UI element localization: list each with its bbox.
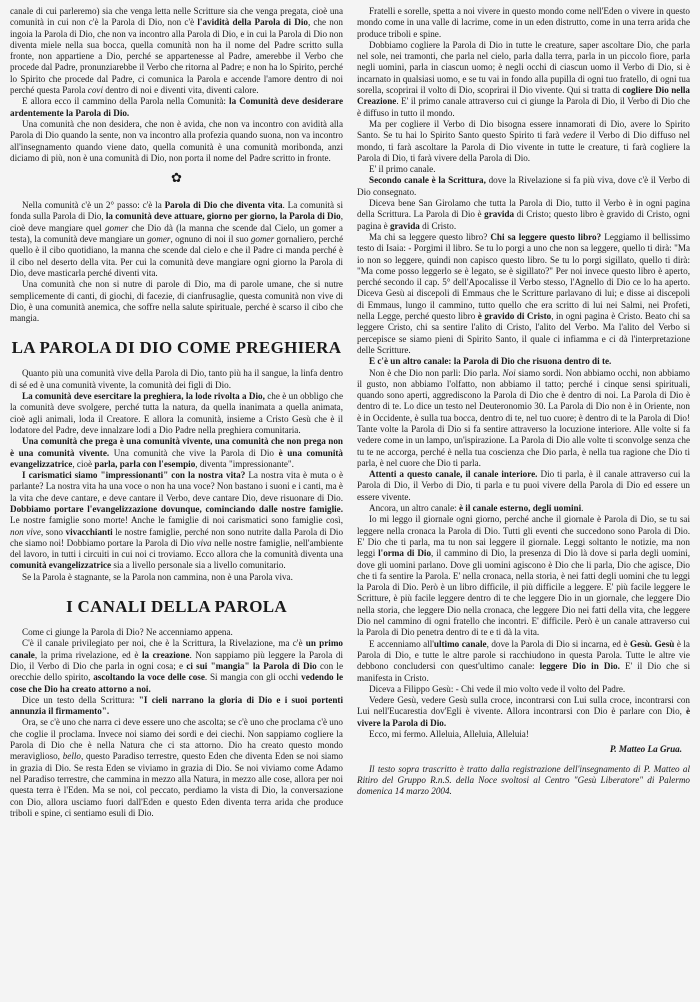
paragraph: La comunità deve esercitare la preghiera, la lode rivolta a Dio, che è un obbligo che la comunità deve svolgere, perché tutta la natura, da quella inanimata a quella animata, cioè agli animali, loda il Creatore. E allora la comunità, insieme a Cristo Gesù che è il lodatore del Padre, deve innalzare lodi a Dio Padre nella preghiera comunitaria. (10, 391, 343, 435)
paragraph: canale di cui parleremo) sia che venga letta nelle Scritture sia che venga pregata, cioè una comunità in cui non c'è la Parola di Dio, non c'è l'avidità della Parola di Dio, che non ingoia la Parola di Dio, che non va incontro alla Parola di Dio, e in cui la Parola di Dio non diventa miele nella sua bocca, quella comunità non ha il nome del Padre scritto sulla fronte, non appartiene a Dio, perché se appartenesse al Padre, amerebbe il Verbo che procede dal Padre, pronunziarebbe il Verbo che ritorna al Padre; e non ha lo Spirito, perché lo Spirito che procede dal Padre, ci comunica la Parola e accende l'amore dentro di noi perché questa Parola covi dentro di noi e diventi vita, diventi calore. (10, 6, 343, 96)
bold-text: comunità evangelizzatrice (10, 560, 112, 571)
paragraph: I carismatici siamo "impressionanti" con la nostra vita? La nostra vita è muta o è parlante? La nostra vita ha una voce o non ha una voce? Non bastano i suoni e i canti, ma è la vita che deve cantare, e deve cantare il Verbo, deve cantare Dio, deve risuonare di Dio. Dobbiamo portare l'evangelizzazione dovunque, cominciando dalle nostre famiglie. Le nostre famiglie sono morte! Anche le famiglie di noi carismatici sono famiglie così, non vive, sono vivacchianti le nostre famiglie, perché non sono nutrite dalla Parola di Dio che siamo noi! Dobbiamo portare la Parola di Dio viva nelle nostre famiglie, nell'ambiente del lavoro, in tutti i circuiti in cui noi ci troviamo. Ecco allora che la comunità diventa una comunità evangelizzatrice sia a livello personale sia a livello comunitario. (10, 470, 343, 571)
paragraph: Diceva a Filippo Gesù: - Chi vede il mio volto vede il volto del Padre. (369, 683, 626, 694)
paragraph: Secondo canale è la Scrittura, dove la Rivelazione si fa più viva, dove c'è il Verbo di Dio consegnato. (357, 175, 690, 197)
bold-text: vedendo le cose che Dio ha creato attorno a noi. (10, 672, 343, 694)
bold-text: Attenti a questo canale, il canale interiore. (369, 469, 538, 480)
italic-text: viva (196, 537, 212, 548)
source-note: Il testo sopra trascritto è tratto dalla registrazione dell'insegnamento di P. Matteo al Ritiro del Gruppo R.n.S. della Noce svoltosi al Centro "Gesù Liberatore" di Palermo domenica 14 marzo 2004. (357, 763, 690, 797)
paragraph: Se la Parola è stagnante, se la Parola non cammina, non è una Parola viva. (22, 571, 293, 582)
bold-text: l'orma di Dio (378, 548, 432, 559)
bold-text: Parola di Dio che diventa vita (164, 200, 283, 211)
bold-text: ultimo canale (433, 638, 487, 649)
bold-text: leggere Dio in Dio. (539, 661, 620, 672)
bold-text: ci sui "mangia" la Parola di Dio (186, 660, 317, 671)
bold-text: I carismatici siamo "impressionanti" con la nostra vita? (22, 470, 246, 481)
section-heading-preghiera: LA PAROLA DI DIO COME PREGHIERA (11, 338, 342, 358)
bold-text: Chi sa leggere questo libro? (490, 231, 602, 242)
paragraph: Fratelli e sorelle, spetta a noi vivere in questo mondo come nell'Eden o vivere in questo mondo come in una valle di lacrime, come in un eden distrutto, come in una terra arida che produce triboli e spine. (357, 6, 690, 39)
paragraph: Ma chi sa leggere questo libro? Chi sa leggere questo libro? Leggiamo il bellissimo testo di Isaia: - Porgimi il libro. Se tu lo porgi a uno che non sa leggere, quello ti dirà: "Ma io non so leggere, quindi non capisco questo libro. Se tu lo porgi sigillato, quello ti dirà: "Ma come posso leggerlo se è legato, se è sigillato?" Per noi invece questo libro è aperto, perché secondo il cap. 5° dell'Apocalisse il Verbo stesso, l'Agnello di Dio ce lo ha aperto. Diceva Gesù ai discepoli di Emmaus che le Scritture parlavano di lui; e disse ai discepoli di Emmaus, lungo il cammino, tutto quello che era scritto di lui nei Salmi, nei Profeti, nella Legge, perché questo libro è gravido di Cristo, in ogni pagina è Cristo. Beato chi sa leggere Cristo, chi sa sentire l'alito di Cristo, l'alito del Verbo. Ma l'alito del Verbo si percepisce se siamo pieni di Spirito Santo, il quale ci infiamma e ci dà l'interpretazione delle Scritture. (357, 231, 690, 355)
paragraph: Nella comunità c'è un 2° passo: c'è la Parola di Dio che diventa vita. La comunità si fonda sulla Parola di Dio, la comunità deve attuare, giorno per giorno, la Parola di Dio, cioè deve mangiare quel gomer che Dio dà (la manna che scende dal Cielo, un gomer a testa), la comunità deve mangiare un gomer, ognuno di noi il suo gomer gornaliero, perché quello è il cibo quotidiano, la manna che scende dal cielo e che il Padre ci manda perché è il cibo nel deserto della vita. Per cui la comunità deve mangiare ogni giorno la Parola di Dio, deve masticarla perché diventi vita. (10, 200, 343, 278)
section-heading-canali: I CANALI DELLA PAROLA (66, 597, 287, 617)
paragraph: Attenti a questo canale, il canale interiore. Dio ti parla, è il canale attraverso cui la Parola di Dio, il Verbo di Dio, ti parla e tu puoi vivere della Parola di Dio ed essere un essere vivente. (357, 469, 690, 502)
paragraph: E' il primo canale. (369, 164, 436, 175)
bold-text: un primo canale (10, 638, 343, 660)
bold-text: "I cieli narrano la gloria di Dio e i suoi portenti annunzia il firmamento". (10, 694, 343, 717)
paragraph: Non è che Dio non parli: Dio parla. Noi siamo sordi. Non abbiamo occhi, non abbiamo il gusto, non abbiamo l'olfatto, non abbiamo il tatto; perché i cinque sensi spirituali, quando sono aperti, aggrediscono la Parola di Dio che è dentro di noi. La Parola di Dio è dentro di te. Lo dice un testo nel Deuteronomio 30. La Parola di Dio non è in Oriente, non è in Occidente, è sulla tua bocca, dentro di te, nel tuo cuore; è dentro di te la Parola di Dio! Tante volte la Parola di Dio si fa sentire attraverso la locuzione interiore. Alle volte si fa vedere come in un lampo, un'ispirazione. La Parola di Dio alle volte ti sconvolge senza che tu te ne accorga, perché è nella tua coscienza che Dio parla, è nella tua ragione che Dio ti parla, è nel cuore che Dio ti parla. (357, 367, 690, 468)
bold-text: la comunità deve attuare, giorno per giorno, la Parola di Dio (105, 211, 341, 222)
paragraph: Ecco, mi fermo. Alleluia, Alleluia, Alleluia! (369, 729, 529, 739)
bold-text: gravida (484, 209, 515, 220)
paragraph: Una comunità che non si nutre di parole di Dio, ma di parole umane, che si nutre semplicemente di canti, di giochi, di facezie, di cianfrusaglie, questa comunità non vive di Dio, è una comunità anemica, che soffre nella salute spirituale, perché è scarso il cibo che mangia. (10, 279, 343, 324)
bold-text: Secondo canale è la Scrittura, (369, 175, 486, 186)
italic-text: non vive (10, 526, 41, 537)
italic-text: gomer (104, 222, 129, 233)
bold-text: la creazione (141, 649, 190, 660)
paragraph: C'è il canale privilegiato per noi, che è la Scrittura, la Rivelazione, ma c'è un primo canale, la prima rivelazione, ed è la creazione. Non sappiamo più leggere la Parola di Dio, il Verbo di Dio che parla in ogni cosa; e ci sui "mangia" la Parola di Dio con le orecchie dello spirito, ascoltando la voce delle cose. Si mangia con gli occhi vedendo le cose che Dio ha creato attorno a noi. (10, 638, 343, 694)
right-column (357, 6, 690, 994)
bold-text: è il canale esterno, degli uomini (458, 503, 582, 514)
bold-text: Una comunità che prega è una comunità vivente, una comunità che non prega non è una comunità vivente. (10, 436, 343, 458)
italic-text: vedere (562, 130, 587, 141)
bold-text: gravida (389, 220, 420, 231)
italic-text: gomer (250, 234, 275, 245)
bold-text: è gravido di Cristo (477, 311, 552, 322)
bold-text: Gesù. Gesù (630, 638, 675, 649)
bold-text: La comunità deve esercitare la preghiera, la lode rivolta a Dio, (22, 391, 265, 402)
paragraph: Ancora, un altro canale: è il canale esterno, degli uomini. (369, 503, 584, 514)
bold-text: cogliere Dio nella Creazione (357, 85, 690, 107)
paragraph: E accenniamo all'ultimo canale, dove la Parola di Dio si incarna, ed è Gesù. Gesù è la Parola di Dio, e tutte le altre parole si racchiudono in questa Parola. Tutte le altre vie debbono concludersi con quest'ultimo canale: leggere Dio in Dio. E' il Dio che si manifesta in Cristo. (357, 638, 690, 683)
paragraph: Come ci giunge la Parola di Dio? Ne accenniamo appena. (22, 627, 233, 638)
bold-text: l'avidità della Parola di Dio (197, 17, 308, 28)
paragraph: Dobbiamo cogliere la Parola di Dio in tutte le creature, saper ascoltare Dio, che parla nel sole, nei tramonti, che parla nel cielo, parla dalla terra, parla in un piccolo fiore, parla negli uomini, parla in ciascun uomo; è negli occhi di ciascun uomo il Verbo di Dio, si è incarnato in qualsiasi uomo, e se tu vai in fondo alla pupilla di ogni tuo fratello, di ogni tua sorella, scoprirai il volto di Dio, scoprirai il Dio vivente. Qui si tratta di cogliere Dio nella Creazione. E' il primo canale attraverso cui ci giunge la Parola di Dio, il Verbo di Dio che è diffuso in tutto il mondo. (357, 39, 690, 118)
italic-text: Noi (502, 367, 516, 378)
paragraph: Una comunità che non desidera, che non è avida, che non va incontro con avidità alla Parola di Dio quando la sente, non va incontro alla profezia quando suona, non va incontro all'insegnamento quando viene dato, quella comunità è una comunità moribonda, anzi diciamo di più, non è una comunità di Dio, non porta il nome del Padre scritto in fronte. (10, 118, 343, 163)
bold-text: ascoltando la voce delle cose (93, 672, 205, 683)
paragraph: Una comunità che prega è una comunità vivente, una comunità che non prega non è una comunità vivente. Una comunità che vive la Parola di Dio è una comunità evangelizzatrice, cioè parla, parla con l'esempio, diventa "impressionante". (10, 436, 343, 469)
paragraph: Diceva bene San Girolamo che tutta la Parola di Dio, tutto il Verbo è in ogni pagina della Scrittura. La Parola di Dio è gravida di Cristo; questo libro è gravido di Cristo, ogni pagina è gravida di Cristo. (357, 198, 690, 231)
bold-text: vivacchianti (65, 526, 113, 537)
flower-ornament-icon: ✿ (171, 170, 182, 186)
paragraph: Ma per cogliere il Verbo di Dio bisogna essere innamorati di Dio, avere lo Spirito Santo. Se tu hai lo Spirito Santo questo Spirito ti farà vedere il Verbo di Dio diffuso nel mondo, ti farà ascoltare la Parola di Dio vivente in tutte le creature, ti farà cogliere la Parola di Dio, ti farà vivere della Parola di Dio. (357, 118, 690, 163)
paragraph: E allora ecco il cammino della Parola nella Comunità: la Comunità deve desiderare ardentemente la Parola di Dio. (10, 96, 343, 118)
italic-text: gomer (147, 234, 171, 245)
paragraph: Ora, se c'è uno che narra ci deve essere uno che ascolta; se c'è uno che proclama c'è uno che coglie il proclama. Invece noi siamo dei sordi e dei ciechi. Non sappiamo cogliere la Parola di Dio che è nella Natura che ci sta attorno. Dio ha creato questo mondo meraviglioso, bello, questo Paradiso terrestre, questo Eden che diventa Eden se noi siamo in grazia di Dio. Se resta Eden se viviamo in grazia di Dio. Se noi viviamo come Adamo nel Paradiso terrestre, che cammina in mezzo alla Natura, in mezzo alle cose, allora per noi questa terra è l'Eden. Ma se noi, col peccato, perdiamo la vista di Dio, la conversazione con Dio, allora usciamo fuori dall'Eden e questo Eden diventa terra arida che produce triboli e spine, ci sentiamo esuli di Dio. (10, 717, 343, 818)
bold-text: la Comunità deve desiderare ardentemente la Parola di Dio. (10, 96, 343, 118)
paragraph: Vedere Gesù, vedere Gesù sulla croce, incontrarsi con Lui sulla croce, incontrarsi con Lui nell'Eucarestia dov'Egli è vivente. Allora incontrarsi con Dio è parlare con Dio, è vivere la Parola di Dio. (357, 695, 690, 728)
paragraph: Dice un testo della Scrittura: "I cieli narrano la gloria di Dio e i suoi portenti annunzia il firmamento". (10, 694, 343, 717)
left-column (10, 6, 343, 994)
bold-text: E c'è un altro canale: la Parola di Dio che risuona dentro di te. (369, 356, 612, 367)
paragraph: Io mi leggo il giornale ogni giorno, perché anche il giornale è Parola di Dio, se tu sai leggere nella cronaca la Parola di Dio. Tutti gli eventi che succedono sono Parola di Dio. E' Dio che ti parla, ma tu non sai leggere il giornale. Leggi soltanto le notizie, ma non leggi l'orma di Dio, il cammino di Dio, la presenza di Dio là dove si parla degli uomini, dove gli uomini parlano. Dove gli uomini agiscono è Dio che li parla, Dio che agisce, Dio che ti fa sentire la Parola. E' nella cronaca, nella storia, è nei fatti degli uomini che tu leggi la Parola di Dio. Però è un libro difficile, il più difficile a leggere. E' più facile leggere le Scritture, è più facile leggere dentro di te che leggere Dio in un giornale, che leggere Dio nella storia, che leggere Dio nella cronaca, che leggere Dio nei fatti della vita, che leggere Dio nel cammino di ogni fratello che incontri. E' difficile. Però è un canale attraverso cui la Parola di Dio penetra dentro di te e ti dà la vita. (357, 514, 690, 638)
italic-text: covi (87, 85, 103, 96)
author-signature: P. Matteo La Grua. (609, 744, 682, 755)
bold-text: parla, parla con l'esempio (94, 458, 196, 469)
bold-text: è vivere la Parola di Dio. (357, 706, 690, 728)
italic-text: bello (62, 751, 81, 762)
bold-text: è una comunità evangelizzatrice (10, 447, 343, 469)
bold-text: Dobbiamo portare l'evangelizzazione dovunque, cominciando dalle nostre famiglie. (10, 503, 343, 514)
paragraph (357, 356, 690, 367)
paragraph: Quanto più una comunità vive della Parola di Dio, tanto più ha il sangue, la linfa dentro di sé ed è una comunità vivente, la comunità dei figli di Dio. (10, 368, 343, 390)
